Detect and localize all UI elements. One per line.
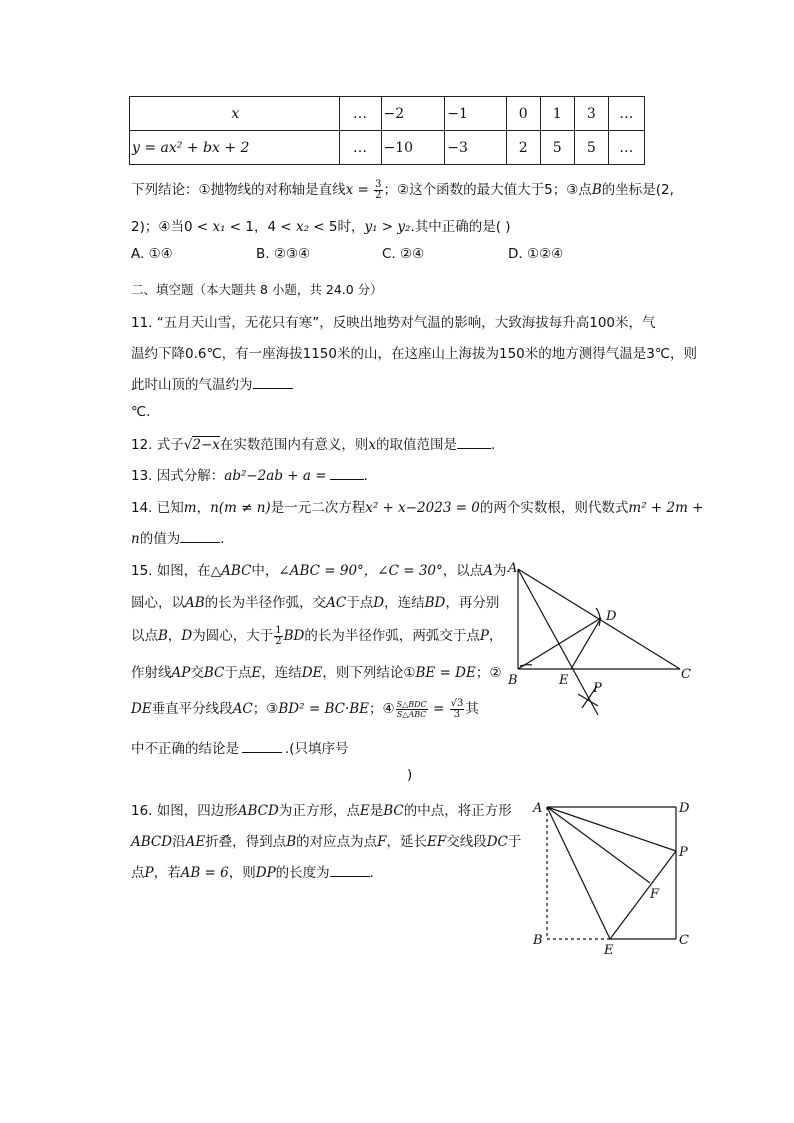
q10-option-b[interactable]: B. ②③④ <box>256 246 311 262</box>
q15-text: 于点 <box>224 665 252 681</box>
line-AE <box>547 807 610 939</box>
q15-math: AB <box>185 595 205 611</box>
answer-blank[interactable] <box>180 530 220 543</box>
q12-text: 的取值范围是 <box>376 437 458 453</box>
q16-math: DC <box>486 834 508 850</box>
table-cell: 5 <box>574 131 608 165</box>
table-cell: 0 <box>506 97 540 131</box>
q10-var: x <box>345 182 354 198</box>
answer-blank[interactable] <box>242 740 282 753</box>
q11-line-2: 温约下降0.6℃，有一座海拔1150米的山，在这座山上海拔为150米的地方测得气温是3℃，则 <box>131 346 698 362</box>
q16-text: 的对应点为点 <box>296 834 378 850</box>
table-cell: −1 <box>445 97 506 131</box>
q14-expr: m² + 2m + <box>628 500 704 516</box>
frac-num: 1 <box>275 624 282 636</box>
q10-line-2 <box>131 215 511 235</box>
q14-var: m <box>183 500 197 516</box>
line-DE <box>571 618 601 669</box>
value-table <box>129 96 645 165</box>
q15-text: 于点 <box>346 595 374 611</box>
q10-text: 的坐标是(2, <box>601 182 674 198</box>
label-B: B <box>533 933 543 948</box>
line-AP <box>547 807 676 851</box>
q15-text: 中， <box>251 563 279 579</box>
q16-math: AB = 6 <box>180 865 229 881</box>
q15-math: B <box>158 628 168 644</box>
q15-math: BE = DE <box>415 665 476 681</box>
q16-end: . <box>369 865 374 881</box>
frac-den: 3 <box>453 708 461 720</box>
q16-line-2 <box>131 830 521 850</box>
q10-text: 2)；④当0 < <box>131 219 213 235</box>
q10-text: < 5时， <box>308 219 365 235</box>
q15-text: ，连结 <box>261 665 302 681</box>
q15-text: ，以点 <box>442 563 484 579</box>
q12-end: . <box>491 437 496 453</box>
table-cell: 5 <box>540 131 574 165</box>
q16-math: F <box>377 834 387 850</box>
table-row-y <box>130 131 645 165</box>
q15-text: 为圆心，大于 <box>192 628 274 644</box>
q10-fraction <box>374 180 382 201</box>
q16-math: E <box>359 803 370 819</box>
q15-text: 15. 如图，在 <box>131 563 211 579</box>
answer-blank[interactable] <box>457 436 491 449</box>
ray-AP <box>518 569 598 715</box>
q16-line-1 <box>131 799 512 819</box>
q15-math: △ABC <box>210 563 252 579</box>
q10-text: < 1，4 < <box>225 219 296 235</box>
q15-math: A <box>483 563 494 579</box>
answer-blank[interactable] <box>330 467 364 480</box>
q16-line-3 <box>131 861 374 881</box>
q13-end: . <box>363 468 368 484</box>
q16-text: 是 <box>369 803 384 819</box>
q15-text: .(只填序号 <box>285 741 349 757</box>
q15-eq: = <box>428 701 449 717</box>
table-header-x: x <box>130 97 340 131</box>
q15-math: AP <box>171 665 191 681</box>
q16-math: ABCD <box>237 803 279 819</box>
q15-text: 的长为半径作弧，两弧交于点 <box>304 628 480 644</box>
q10-text: 下列结论：①抛物线的对称轴是直线 <box>131 182 346 198</box>
q15-math: DE <box>301 665 323 681</box>
table-row-x <box>130 97 645 131</box>
q15-math: P <box>479 628 489 644</box>
q13-line <box>131 464 368 484</box>
q15-text: 交 <box>190 665 204 681</box>
q12-line <box>131 433 495 453</box>
q10-option-d[interactable]: D. ①②④ <box>508 246 564 262</box>
q10-eq: = <box>353 182 374 198</box>
q15-math: D <box>373 595 385 611</box>
q15-text: 的长为半径作弧，交 <box>204 595 327 611</box>
q15-line-2 <box>131 591 499 611</box>
q12-var: x <box>368 437 377 453</box>
q15-text: ；③ <box>252 701 279 717</box>
q10-text: .其中正确的是( ) <box>410 219 511 235</box>
q10-frac-num: 3 <box>375 178 382 190</box>
q15-text: 中不正确的结论是 <box>131 741 239 757</box>
label-E: E <box>604 943 614 957</box>
answer-blank[interactable] <box>330 864 370 877</box>
sqrt-sign: √ <box>183 437 193 453</box>
label-D: D <box>679 801 690 816</box>
table-cell: 3 <box>574 97 608 131</box>
q15-line-3 <box>131 624 502 647</box>
frac-num: S△BDC <box>396 699 427 709</box>
q15-text: ；④ <box>369 701 395 717</box>
q14-text: 的两个实数根，则代数式 <box>479 500 629 516</box>
q16-text: 的中点，将正方形 <box>403 803 512 819</box>
q16-text: ，则 <box>228 865 256 881</box>
q15-text: 以点 <box>131 628 158 644</box>
q14-equation: x² + x−2023 = 0 <box>365 500 480 516</box>
q10-text: ；②这个函数的最大值大于5；③点 <box>383 182 592 198</box>
table-header-y: y = ax² + bx + 2 <box>130 131 340 165</box>
table-cell: 1 <box>540 97 574 131</box>
frac-num: √3 <box>450 697 464 709</box>
q16-text: 为正方形，点 <box>278 803 360 819</box>
table-cell: … <box>339 97 381 131</box>
q15-line-4 <box>131 661 501 681</box>
line-AF <box>547 807 650 883</box>
label-P: P <box>679 845 688 860</box>
table-cell: −3 <box>445 131 506 165</box>
q16-text: 折叠，得到点 <box>205 834 287 850</box>
q15-text: ，再分别 <box>445 595 500 611</box>
q14-text: ， <box>196 500 211 516</box>
q15-math: DE <box>131 701 152 717</box>
frac-den: S△ABC <box>396 709 427 719</box>
q16-math: P <box>144 865 154 881</box>
q10-var: y₁ > y₂ <box>364 219 411 235</box>
q16-figure <box>528 797 698 957</box>
q15-math: AC <box>326 595 347 611</box>
q15-text: ，连结 <box>384 595 425 611</box>
q15-text: ， <box>488 628 503 644</box>
q13-expr: ab²−2ab + a = <box>224 468 327 484</box>
table-cell: … <box>608 131 644 165</box>
q11-line-1: 11. “五月天山雪，无花只有寒”，反映出地势对气温的影响，大致海拔每升高100米，气 <box>131 315 656 331</box>
q15-text: ；② <box>475 665 502 681</box>
q11-line-4: ℃. <box>131 404 151 420</box>
q10-var: x₂ <box>295 219 309 235</box>
q15-math: BD <box>424 595 446 611</box>
q14-line-2 <box>131 527 225 547</box>
q10-option-a[interactable]: A. ①④ <box>131 246 173 262</box>
q10-line-1 <box>131 178 674 201</box>
q16-text: ，延长 <box>386 834 427 850</box>
q15-figure <box>498 556 698 721</box>
q15-math: BD <box>283 628 305 644</box>
q10-option-c[interactable]: C. ②④ <box>382 246 425 262</box>
q16-text: 于 <box>507 834 522 850</box>
q16-math: ABCD <box>131 834 173 850</box>
label-B: B <box>508 673 518 688</box>
q15-sqrt-fraction <box>450 699 465 720</box>
q15-text: 其 <box>465 701 479 717</box>
q11-text: 此时山顶的气温约为 <box>131 377 253 393</box>
frac-den: 2 <box>275 635 282 647</box>
table-cell: 2 <box>506 131 540 165</box>
q15-text: 垂直平分线段 <box>151 701 233 717</box>
q15-math: ∠ABC = 90°，∠C = 30° <box>278 563 443 579</box>
q15-math: E <box>251 665 262 681</box>
q15-math: BD² = BC·BE <box>278 701 370 717</box>
label-F: F <box>650 887 660 902</box>
q16-math: B <box>286 834 297 850</box>
q10-var: B <box>591 182 602 198</box>
q16-math: DP <box>255 865 276 881</box>
q16-math: BC <box>383 803 404 819</box>
q14-line-1 <box>131 496 704 516</box>
label-A: A <box>533 801 543 816</box>
q10-var: x₁ <box>212 219 226 235</box>
q11-line-3 <box>131 373 293 393</box>
label-D: D <box>606 609 617 624</box>
q15-math: D <box>181 628 193 644</box>
table-cell: −10 <box>381 131 445 165</box>
q15-text: 为 <box>493 563 507 579</box>
q14-text: 是一元二次方程 <box>270 500 366 516</box>
q14-text: 14. 已知 <box>131 500 184 516</box>
label-A: A <box>508 561 518 576</box>
q16-text: 的长度为 <box>275 865 330 881</box>
q15-text: 圆心，以 <box>131 595 185 611</box>
label-C: C <box>679 933 689 948</box>
q16-text: ，若 <box>153 865 181 881</box>
q14-end: . <box>220 531 225 547</box>
q15-fraction-half <box>274 626 282 647</box>
q15-line-5 <box>131 697 479 720</box>
q15-text: ， <box>167 628 182 644</box>
q16-text: 16. 如图，四边形 <box>131 803 238 819</box>
arc-B <box>520 665 532 666</box>
line-EP <box>610 851 676 939</box>
table-cell: … <box>339 131 381 165</box>
q12-radicand: 2−x <box>192 437 220 453</box>
q15-line-1 <box>131 559 507 579</box>
q15-math: AC <box>232 701 253 717</box>
q12-text: 在实数范围内有意义，则 <box>219 437 369 453</box>
q12-text: 12. 式子 <box>131 437 184 453</box>
q16-math: EF <box>426 834 447 850</box>
q15-text: 作射线 <box>131 665 172 681</box>
q15-line-7: ) <box>407 767 413 783</box>
q16-text: 点 <box>131 865 145 881</box>
q13-text: 13. 因式分解： <box>131 468 225 484</box>
label-C: C <box>681 667 691 682</box>
q10-frac-den: 2 <box>375 189 382 201</box>
q16-text: 沿 <box>172 834 186 850</box>
q16-math: AE <box>185 834 206 850</box>
q15-line-6 <box>131 737 349 757</box>
section-title: 二、填空题（本大题共 8 小题，共 24.0 分） <box>131 282 383 297</box>
q14-var: n(m ≠ n) <box>210 500 271 516</box>
q14-var: n <box>131 531 140 547</box>
answer-blank[interactable] <box>253 376 293 389</box>
table-cell: … <box>608 97 644 131</box>
table-cell: −2 <box>381 97 445 131</box>
q15-area-ratio <box>396 700 428 719</box>
label-P: P <box>593 681 602 696</box>
q15-text: ，则下列结论① <box>322 665 416 681</box>
q14-text: 的值为 <box>139 531 181 547</box>
q16-text: 交线段 <box>446 834 487 850</box>
label-E: E <box>559 673 569 688</box>
q15-math: BC <box>203 665 225 681</box>
